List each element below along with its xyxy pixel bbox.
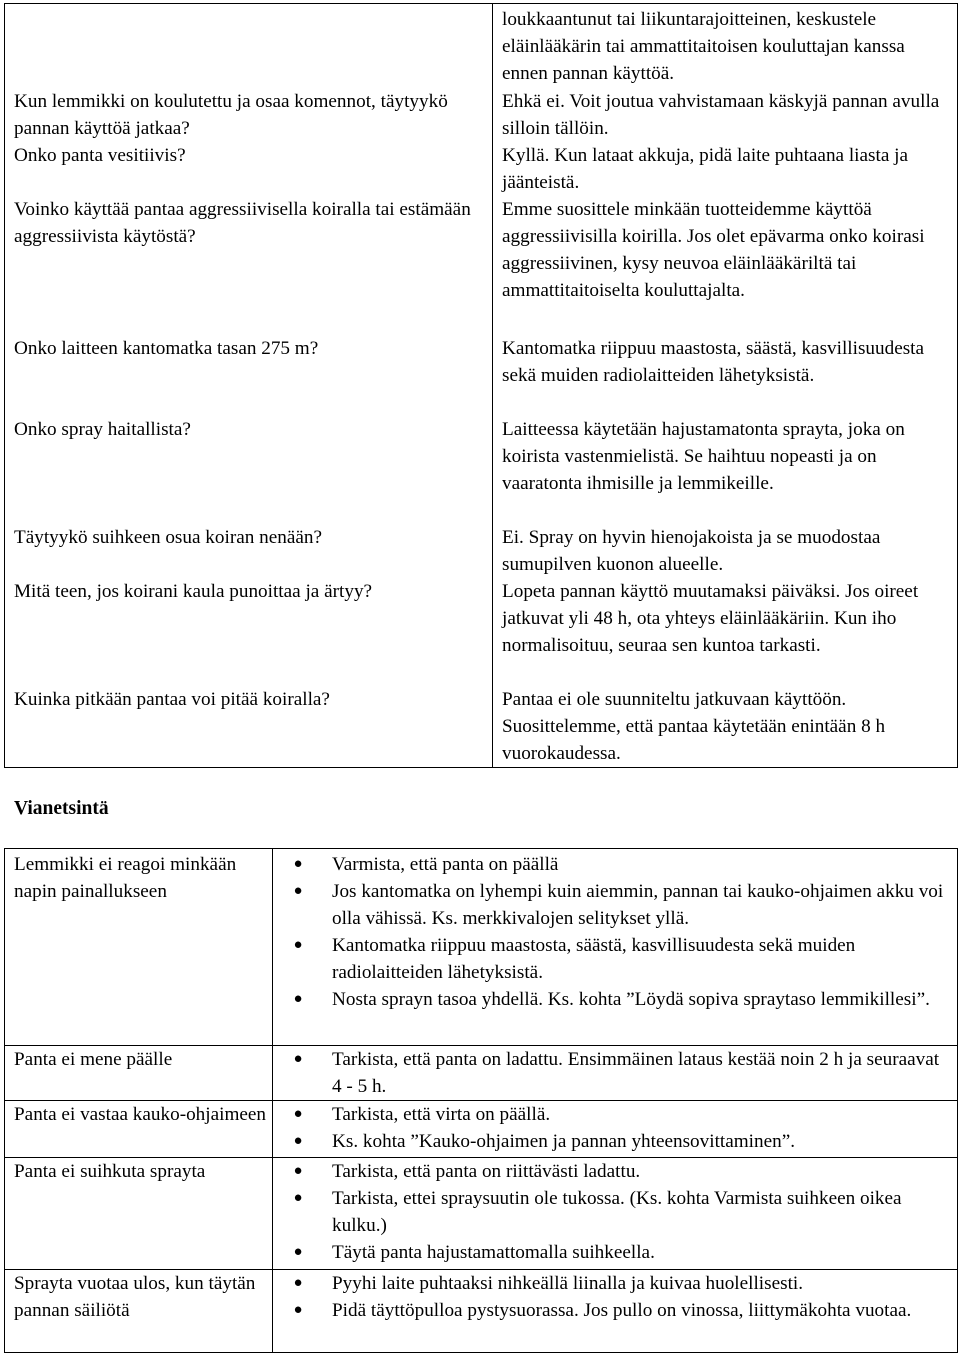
bullet-icon: ● <box>293 1302 303 1318</box>
faq-answer: Kyllä. Kun lataat akkuja, pidä laite puhtaana liasta ja jäänteistä. <box>493 142 958 196</box>
faq-question: Täytyykö suihkeen osua koiran nenään? <box>5 524 493 578</box>
solution-text: Nosta sprayn tasoa yhdellä. Ks. kohta ”Löydä sopiva spraytaso lemmikillesi”. <box>332 989 930 1010</box>
solution-item <box>291 878 951 932</box>
solution-text: Varmista, että panta on päällä <box>332 854 559 875</box>
solution-list <box>291 1158 951 1266</box>
bullet-icon: ● <box>293 1163 303 1179</box>
troubleshooting-row <box>5 1158 958 1270</box>
solution-list <box>291 1270 951 1324</box>
solution-item <box>291 1270 951 1297</box>
solution-list <box>291 1101 951 1155</box>
faq-row <box>5 335 958 416</box>
bullet-icon: ● <box>293 1106 303 1122</box>
problem-cell: Panta ei vastaa kauko-ohjaimeen <box>5 1101 273 1158</box>
solutions-cell <box>273 1270 958 1353</box>
faq-question <box>5 4 493 88</box>
solution-item <box>291 1128 951 1155</box>
solution-text: Kantomatka riippuu maastosta, säästä, kasvillisuudesta sekä muiden radiolaitteiden lähetyksistä. <box>332 935 856 983</box>
faq-row <box>5 524 958 578</box>
faq-question: Onko spray haitallista? <box>5 416 493 524</box>
faq-answer: Laitteessa käytetään hajustamatonta sprayta, joka on koirista vastenmielistä. Se haihtuu nopeasti ja on vaaratonta ihmisille ja lemmikeille. <box>493 416 958 524</box>
faq-question: Voinko käyttää pantaa aggressiivisella koiralla tai estämään aggressiivista käytöstä? <box>5 196 493 335</box>
solution-text: Tarkista, että panta on ladattu. Ensimmäinen lataus kestää noin 2 h ja seuraavat 4 - 5 h. <box>332 1049 940 1097</box>
problem-cell: Panta ei suihkuta sprayta <box>5 1158 273 1270</box>
solution-text: Tarkista, ettei spraysuutin ole tukossa. (Ks. kohta Varmista suihkeen oikea kulku.) <box>332 1188 902 1236</box>
solutions-cell <box>273 849 958 1046</box>
faq-row <box>5 196 958 335</box>
bullet-icon: ● <box>293 937 303 953</box>
bullet-icon: ● <box>293 1244 303 1260</box>
troubleshooting-table <box>4 848 958 1353</box>
solution-item <box>291 932 951 986</box>
bullet-icon: ● <box>293 1133 303 1149</box>
section-title: Vianetsintä <box>14 798 109 819</box>
troubleshooting-row <box>5 1046 958 1101</box>
faq-row <box>5 416 958 524</box>
faq-question: Kuinka pitkään pantaa voi pitää koiralla? <box>5 686 493 768</box>
bullet-icon: ● <box>293 1051 303 1067</box>
solution-text: Täytä panta hajustamattomalla suihkeella. <box>332 1242 655 1263</box>
solutions-cell <box>273 1158 958 1270</box>
solution-item <box>291 1185 951 1239</box>
faq-table <box>4 3 958 768</box>
solution-item <box>291 1239 951 1266</box>
faq-answer: loukkaantunut tai liikuntarajoitteinen, keskustele eläinlääkärin tai ammattitaitoisen kouluttajan kanssa ennen pannan käyttöä. <box>493 4 958 88</box>
faq-row <box>5 88 958 142</box>
faq-row <box>5 578 958 686</box>
faq-row <box>5 686 958 768</box>
bullet-icon: ● <box>293 991 303 1007</box>
bullet-icon: ● <box>293 1190 303 1206</box>
faq-answer: Lopeta pannan käyttö muutamaksi päiväksi. Jos oireet jatkuvat yli 48 h, ota yhteys eläinlääkäriin. Kun iho normalisoituu, seuraa sen kuntoa tarkasti. <box>493 578 958 686</box>
faq-answer: Emme suosittele minkään tuotteidemme käyttöä aggressiivisilla koirilla. Jos olet epävarma onko koirasi aggressiivinen, kysy neuvoa eläinlääkäriltä tai ammattitaitoiselta kouluttajalta. <box>493 196 958 335</box>
solution-item <box>291 851 951 878</box>
faq-answer: Pantaa ei ole suunniteltu jatkuvaan käyttöön. Suosittelemme, että pantaa käytetään enintään 8 h vuorokaudessa. <box>493 686 958 768</box>
faq-answer: Kantomatka riippuu maastosta, säästä, kasvillisuudesta sekä muiden radiolaitteiden lähetyksistä. <box>493 335 958 416</box>
faq-question: Mitä teen, jos koirani kaula punoittaa ja ärtyy? <box>5 578 493 686</box>
bullet-icon: ● <box>293 1275 303 1291</box>
bullet-icon: ● <box>293 883 303 899</box>
faq-question: Onko panta vesitiivis? <box>5 142 493 196</box>
solution-text: Tarkista, että virta on päällä. <box>332 1104 551 1125</box>
troubleshooting-row <box>5 1270 958 1353</box>
solution-text: Pyyhi laite puhtaaksi nihkeällä liinalla ja kuivaa huolellisesti. <box>332 1273 804 1294</box>
faq-question: Onko laitteen kantomatka tasan 275 m? <box>5 335 493 416</box>
troubleshooting-row <box>5 849 958 1046</box>
solution-list <box>291 1046 951 1100</box>
faq-row <box>5 142 958 196</box>
solution-text: Pidä täyttöpulloa pystysuorassa. Jos pullo on vinossa, liittymäkohta vuotaa. <box>332 1300 912 1321</box>
solution-text: Tarkista, että panta on riittävästi ladattu. <box>332 1161 641 1182</box>
bullet-icon: ● <box>293 856 303 872</box>
faq-answer: Ei. Spray on hyvin hienojakoista ja se muodostaa sumupilven kuonon alueelle. <box>493 524 958 578</box>
problem-cell: Lemmikki ei reagoi minkään napin painallukseen <box>5 849 273 1046</box>
solutions-cell <box>273 1101 958 1158</box>
faq-row <box>5 4 958 88</box>
problem-cell: Panta ei mene päälle <box>5 1046 273 1101</box>
solution-text: Ks. kohta ”Kauko-ohjaimen ja pannan yhteensovittaminen”. <box>332 1131 796 1152</box>
solution-item <box>291 1158 951 1185</box>
solutions-cell <box>273 1046 958 1101</box>
solution-item <box>291 1297 951 1324</box>
solution-item <box>291 1046 951 1100</box>
troubleshooting-row <box>5 1101 958 1158</box>
solution-item <box>291 986 951 1013</box>
solution-item <box>291 1101 951 1128</box>
solution-list <box>291 851 951 1013</box>
faq-answer: Ehkä ei. Voit joutua vahvistamaan käskyjä pannan avulla silloin tällöin. <box>493 88 958 142</box>
faq-question: Kun lemmikki on koulutettu ja osaa komennot, täytyykö pannan käyttöä jatkaa? <box>5 88 493 142</box>
solution-text: Jos kantomatka on lyhempi kuin aiemmin, pannan tai kauko-ohjaimen akku voi olla vähissä. Ks. merkkivalojen selitykset yllä. <box>332 881 944 929</box>
problem-cell: Sprayta vuotaa ulos, kun täytän pannan säiliötä <box>5 1270 273 1353</box>
